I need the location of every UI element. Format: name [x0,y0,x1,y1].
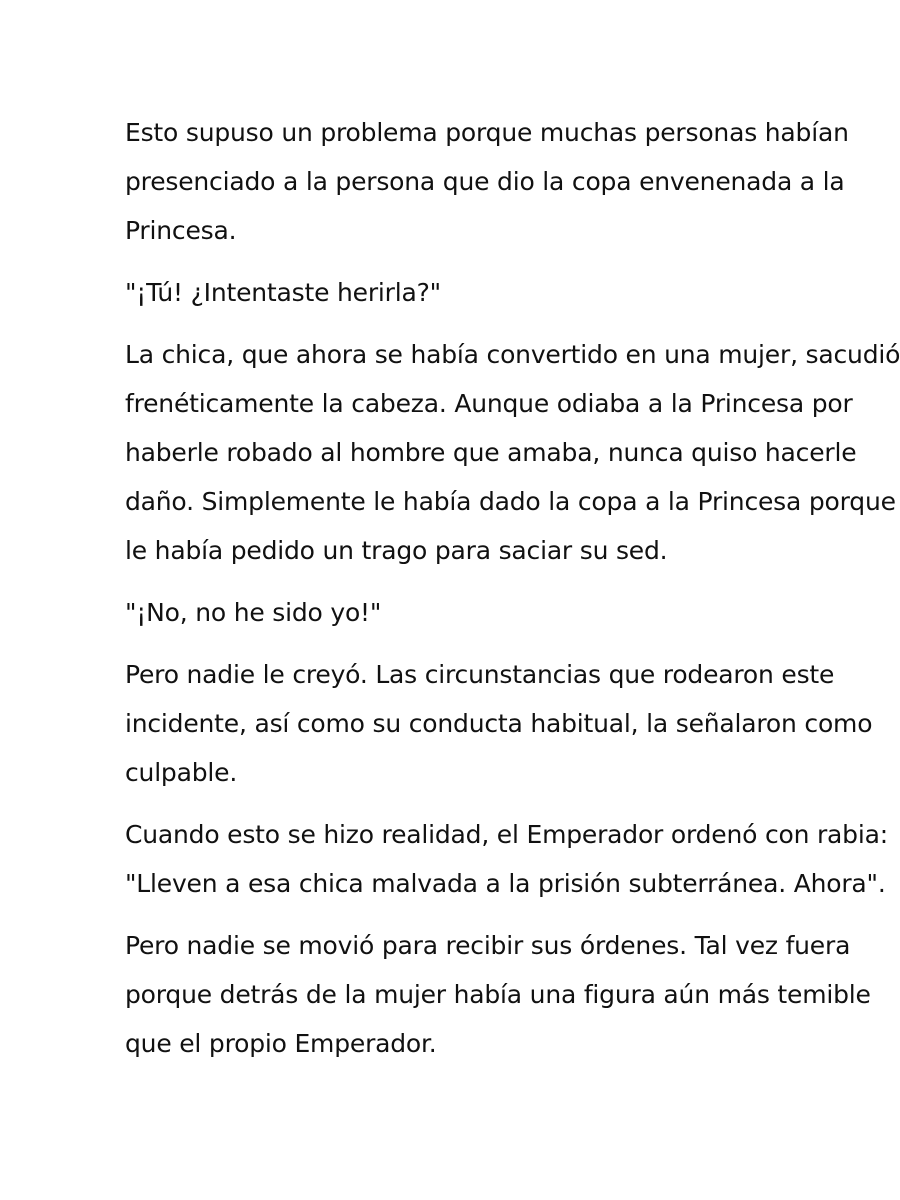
text-line: que el propio Emperador. [125,1029,437,1058]
text-line: Pero nadie se movió para recibir sus órdenes. Tal vez fuera [125,931,851,960]
paragraph-5 [125,650,873,797]
text-line: incidente, así como su conducta habitual, la señalaron como [125,709,873,738]
text-line: haberle robado al hombre que amaba, nunca quiso hacerle [125,438,857,467]
text-line: le había pedido un trago para saciar su sed. [125,536,668,565]
text-line: "¡No, no he sido yo!" [125,598,382,627]
text-line: Esto supuso un problema porque muchas personas habían [125,118,849,147]
text-line: porque detrás de la mujer había una figura aún más temible [125,980,871,1009]
text-line: Pero nadie le creyó. Las circunstancias que rodearon este [125,660,835,689]
text-line: La chica, que ahora se había convertido en una mujer, sacudió [125,340,900,369]
story-text [125,108,900,1081]
text-line: Princesa. [125,216,237,245]
paragraph-3 [125,330,900,575]
text-line: daño. Simplemente le había dado la copa a la Princesa porque [125,487,896,516]
text-line: frenéticamente la cabeza. Aunque odiaba a la Princesa por [125,389,853,418]
paragraph-7 [125,921,871,1068]
text-line: "Lleven a esa chica malvada a la prisión subterránea. Ahora". [125,869,886,898]
text-line: culpable. [125,758,238,787]
text-line: presenciado a la persona que dio la copa envenenada a la [125,167,845,196]
paragraph-6 [125,810,888,908]
paragraph-2 [125,268,785,317]
text-line: Cuando esto se hizo realidad, el Emperador ordenó con rabia: [125,820,888,849]
text-line: "¡Tú! ¿Intentaste herirla?" [125,278,441,307]
paragraph-4 [125,588,785,637]
paragraph-1 [125,108,849,255]
